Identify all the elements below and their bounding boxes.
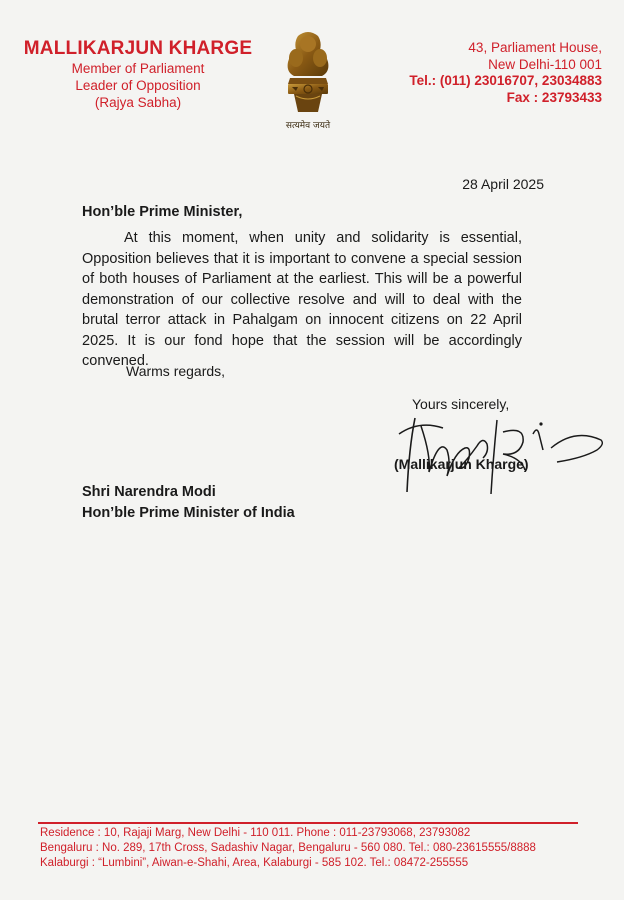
sender-role-1: Member of Parliament — [71, 61, 205, 76]
office-address-1: 43, Parliament House, — [468, 40, 602, 55]
emblem-motto: सत्यमेव जयते — [285, 121, 331, 131]
addressee-title: Hon’ble Prime Minister of India — [82, 505, 295, 521]
letter-date: 28 April 2025 — [462, 176, 544, 192]
office-address-2: New Delhi-110 001 — [488, 56, 602, 72]
sender-role-3: (Rajya Sabha) — [94, 95, 182, 110]
closing: Yours sincerely, — [412, 396, 510, 412]
letterhead-right — [372, 40, 602, 106]
sender-role-2: Leader of Opposition — [75, 78, 201, 93]
letterhead-left — [18, 38, 258, 111]
addressee-name: Shri Narendra Modi — [82, 484, 216, 500]
lion-capital-icon — [276, 30, 340, 116]
handwritten-signature — [385, 404, 615, 500]
national-emblem — [272, 30, 344, 134]
salutation: Hon’ble Prime Minister, — [82, 204, 243, 220]
signer-name: (Mallikarjun Kharge) — [394, 456, 529, 472]
letter-body: At this moment, when unity and solidarity is essential, Opposition believes that it is important to convene a special session of both houses of Parliament at the earliest. This will be a powerful demonstration of our collective resolve and will to deal with the brutal terror attack in Pahalgam on innocent citizens on 22 April 2025. It is our fond hope that the session will be accordingly convened. — [82, 230, 522, 369]
regards: Warms regards, — [126, 363, 226, 379]
sender-name: MALLIKARJUN KHARGE — [23, 38, 253, 59]
addressee — [82, 482, 295, 524]
footer-divider — [38, 822, 578, 824]
office-telephone: Tel.: (011) 23016707, 23034883 — [409, 73, 602, 88]
footer-residence: Residence : 10, Rajaji Marg, New Delhi - 110 011. Phone : 011-23793068, 23793082 — [40, 827, 471, 839]
footer-addresses — [40, 826, 600, 871]
footer-bengaluru: Bengaluru : No. 289, 17th Cross, Sadashiv Nagar, Bengaluru - 560 080. Tel.: 080-23615555/8888 — [40, 842, 536, 854]
footer-kalaburgi: Kalaburgi : “Lumbini”, Aiwan-e-Shahi, Area, Kalaburgi - 585 102. Tel.: 08472-255555 — [40, 857, 469, 869]
office-fax: Fax : 23793433 — [506, 89, 602, 105]
